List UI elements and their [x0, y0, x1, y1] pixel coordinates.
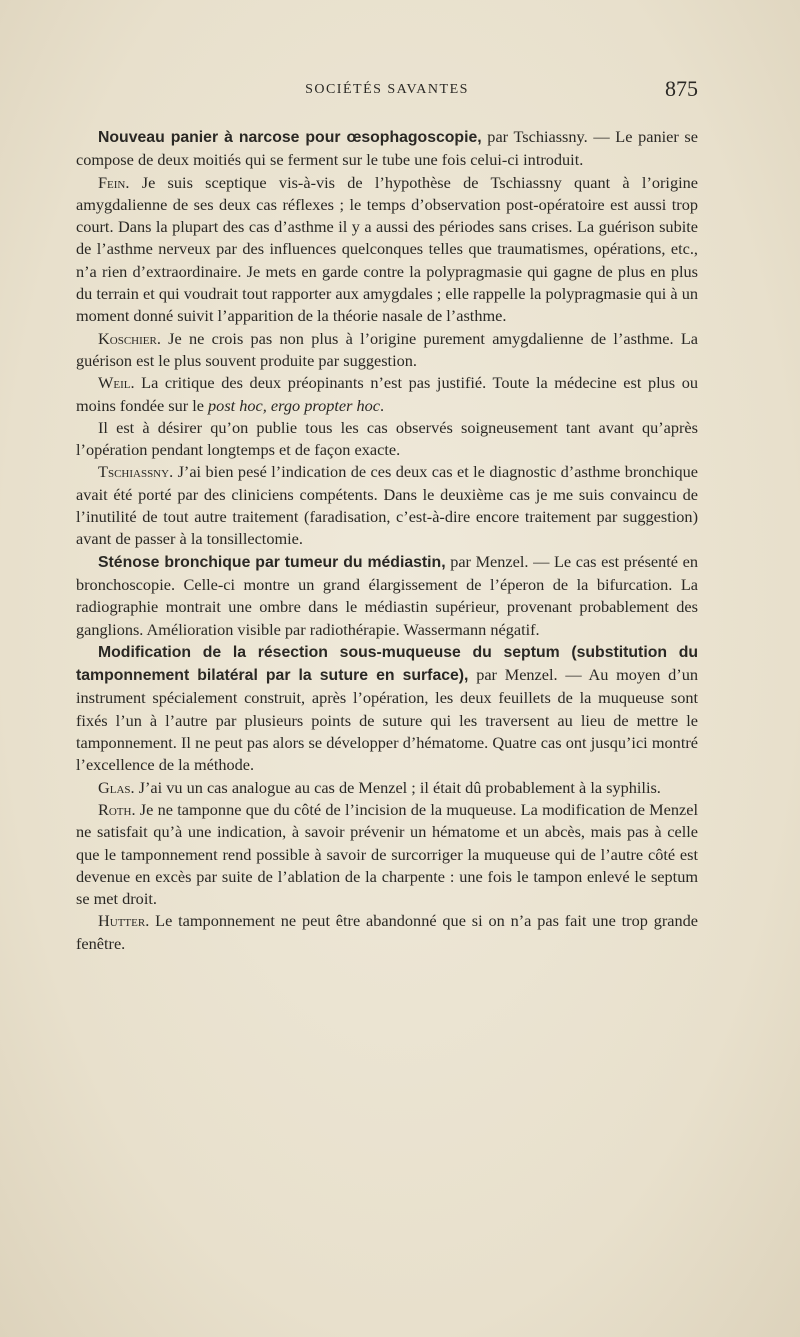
- paragraph-text: par Menzel. — Le cas est présenté en bronchoscopie. Celle-ci montre un grand élargissement de l’éperon de la bifurcation. La radiographie montrait une ombre dans le médiastin supérieur, provenant probablement des ganglions. Amélioration visible par radiothérapie. Wassermann négatif.: [76, 551, 698, 639]
- paragraph-text: Je ne tamponne que du côté de l’incision de la muqueuse. La modification de Menzel ne satisfait qu’à une indication, à savoir prévenir un hématome et un abcès, mais pas à celle que le tamponnement rend possible à savoir de surcorriger la muqueuse qui de l’autre côté est devenue en excès par suite de l’ablation de la charpente : une fois le tampon enlevé le septum se met droit.: [76, 799, 698, 909]
- section-heading: Modification de la résection sous-muqueuse du septum (substitution du tamponnement bilatéral par la suture en surface),: [76, 643, 698, 685]
- paragraph-tschiassny: [76, 461, 698, 550]
- latin-phrase: post hoc, ergo propter hoc: [208, 395, 381, 415]
- paragraph-text: La critique des deux préopinants n’est pas justifié. Toute la médecine est plus ou moins fondée sur le: [76, 373, 698, 415]
- paragraph-text-end: .: [380, 395, 385, 415]
- paragraph-text: J’ai bien pesé l’indication de ces deux cas et le diagnostic d’asthme bronchique avait été porté par des cliniciens compétents. Dans le deuxième cas je me suis convaincu de l’inutilité de tout autre traitement (faradisation, c’est-à-dire encore traitement par suggestion) avant de passer à la tonsillectomie.: [76, 462, 698, 549]
- paragraph-text: Je ne crois pas non plus à l’origine purement amygdalienne de l’asthme. La guérison est le plus souvent produite par suggestion.: [76, 328, 698, 370]
- paragraph-stenose-bronchique: [76, 551, 698, 641]
- speaker-name: Tschiassny.: [98, 462, 174, 482]
- paragraph-text: J’ai vu un cas analogue au cas de Menzel ; il était dû probablement à la syphilis.: [134, 777, 661, 797]
- paragraph-koschier: [76, 328, 698, 373]
- paragraph-weil: [76, 372, 698, 417]
- paragraph-text: Le tamponnement ne peut être abandonné que si on n’a pas fait une trop grande fenêtre.: [76, 911, 698, 953]
- paragraph-hutter: [76, 910, 698, 955]
- article-body: [76, 126, 698, 955]
- speaker-name: Glas.: [98, 777, 135, 797]
- paragraph-panier-narcose: [76, 126, 698, 172]
- paragraph-text: Il est à désirer qu’on publie tous les cas observés soigneusement tant avant qu’après l’opération pendant longtemps et de façon exacte.: [76, 417, 698, 460]
- paragraph-glas: [76, 777, 698, 799]
- speaker-name: Roth.: [98, 799, 136, 819]
- paragraph-weil-continued: [76, 417, 698, 462]
- speaker-name: Weil.: [98, 373, 135, 393]
- speaker-name: Fein.: [98, 172, 130, 192]
- page-number: 875: [665, 76, 698, 101]
- section-heading: Sténose bronchique par tumeur du médiastin,: [98, 553, 446, 571]
- section-heading: Nouveau panier à narcose pour œsophagoscopie,: [98, 129, 482, 146]
- paragraph-text: Je suis sceptique vis-à-vis de l’hypothèse de Tschiassny quant à l’origine amygdalienne de ses deux cas réflexes ; le temps d’observation post-opératoire est aussi trop court. Dans la plupart des cas d’asthme il y a aussi des périodes sans crises. La guérison subite de l’asthme nerveux par des influences quelconques telles que traumatismes, opérations, etc., n’a rien d’extraordinaire. Je mets en garde contre la polypragmasie qui gagne de plus en plus du terrain et qui voudrait tout rapporter aux amygdales ; elle rappelle la polypragmasie qui à un moment donné suivit l’apparition de la théorie nasale de l’asthme.: [76, 172, 698, 326]
- page-header: [76, 76, 698, 108]
- speaker-name: Hutter.: [98, 911, 150, 931]
- paragraph-text: par Tschiassny. — Le panier se compose de deux moitiés qui se ferment sur le tube une fois celui-ci introduit.: [76, 127, 698, 170]
- paragraph-fein: [76, 172, 698, 328]
- running-title: SOCIÉTÉS SAVANTES: [305, 82, 469, 97]
- paragraph-roth: [76, 799, 698, 910]
- paragraph-resection-septum: [76, 641, 698, 777]
- speaker-name: Koschier.: [98, 328, 161, 348]
- paragraph-text: par Menzel. — Au moyen d’un instrument spécialement construit, après l’opération, les deux feuillets de la muqueuse sont fixés l’un à l’autre par plusieurs points de suture qui les traversent au lieu de mettre le tamponnement. Il ne peut pas alors se développer d’hématome. Quatre cas ont jusqu’ici montré l’excellence de la méthode.: [76, 665, 698, 775]
